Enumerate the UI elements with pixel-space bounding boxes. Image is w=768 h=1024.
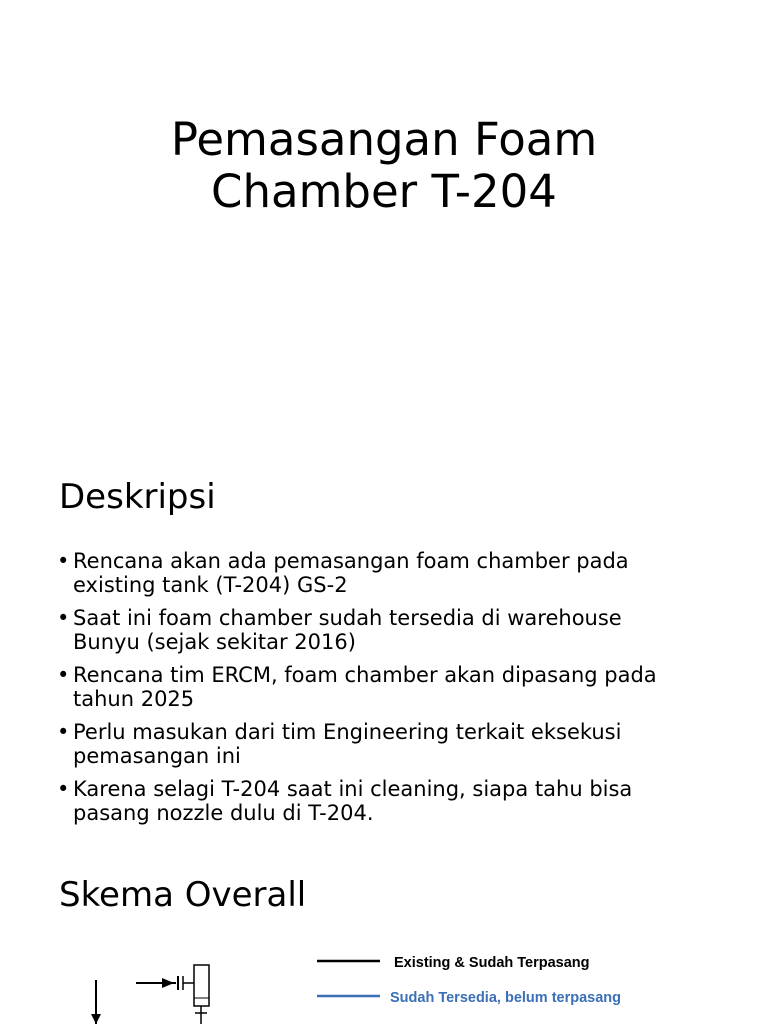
page-title-line-2: Chamber T-204 — [211, 165, 557, 218]
foam-chamber-icon — [136, 965, 209, 1024]
schema-legend — [317, 955, 621, 1006]
section-heading-deskripsi: Deskripsi — [59, 477, 216, 517]
bullet-icon: • — [57, 549, 70, 573]
bullet-item — [57, 549, 747, 597]
pipe-arrow-down-icon — [91, 980, 101, 1024]
bullet-line: Rencana akan ada pemasangan foam chamber pada — [73, 549, 629, 573]
bullet-line: pemasangan ini — [73, 744, 241, 768]
bullet-item — [57, 606, 747, 654]
deskripsi-bullet-list — [57, 549, 747, 834]
schema-diagram — [0, 930, 768, 1024]
section-heading-skema: Skema Overall — [59, 875, 307, 915]
bullet-item — [57, 663, 747, 711]
bullet-line: Perlu masukan dari tim Engineering terkait eksekusi — [73, 720, 622, 744]
legend-label-tersedia: Sudah Tersedia, belum terpasang — [390, 990, 621, 1006]
bullet-item — [57, 777, 747, 825]
page-title-line-1: Pemasangan Foam — [170, 113, 598, 166]
bullet-icon: • — [57, 720, 70, 744]
legend-label-existing: Existing & Sudah Terpasang — [394, 955, 590, 971]
bullet-item — [57, 720, 747, 768]
page-title — [0, 114, 768, 218]
bullet-icon: • — [57, 663, 70, 687]
bullet-icon: • — [57, 777, 70, 801]
bullet-line: Rencana tim ERCM, foam chamber akan dipasang pada — [73, 663, 657, 687]
bullet-line: tahun 2025 — [73, 687, 195, 711]
bullet-line: Karena selagi T-204 saat ini cleaning, siapa tahu bisa — [73, 777, 633, 801]
bullet-line: Saat ini foam chamber sudah tersedia di warehouse — [73, 606, 622, 630]
bullet-line: pasang nozzle dulu di T-204. — [73, 801, 374, 825]
bullet-line: existing tank (T-204) GS-2 — [73, 573, 348, 597]
bullet-icon: • — [57, 606, 70, 630]
bullet-line: Bunyu (sejak sekitar 2016) — [73, 630, 356, 654]
